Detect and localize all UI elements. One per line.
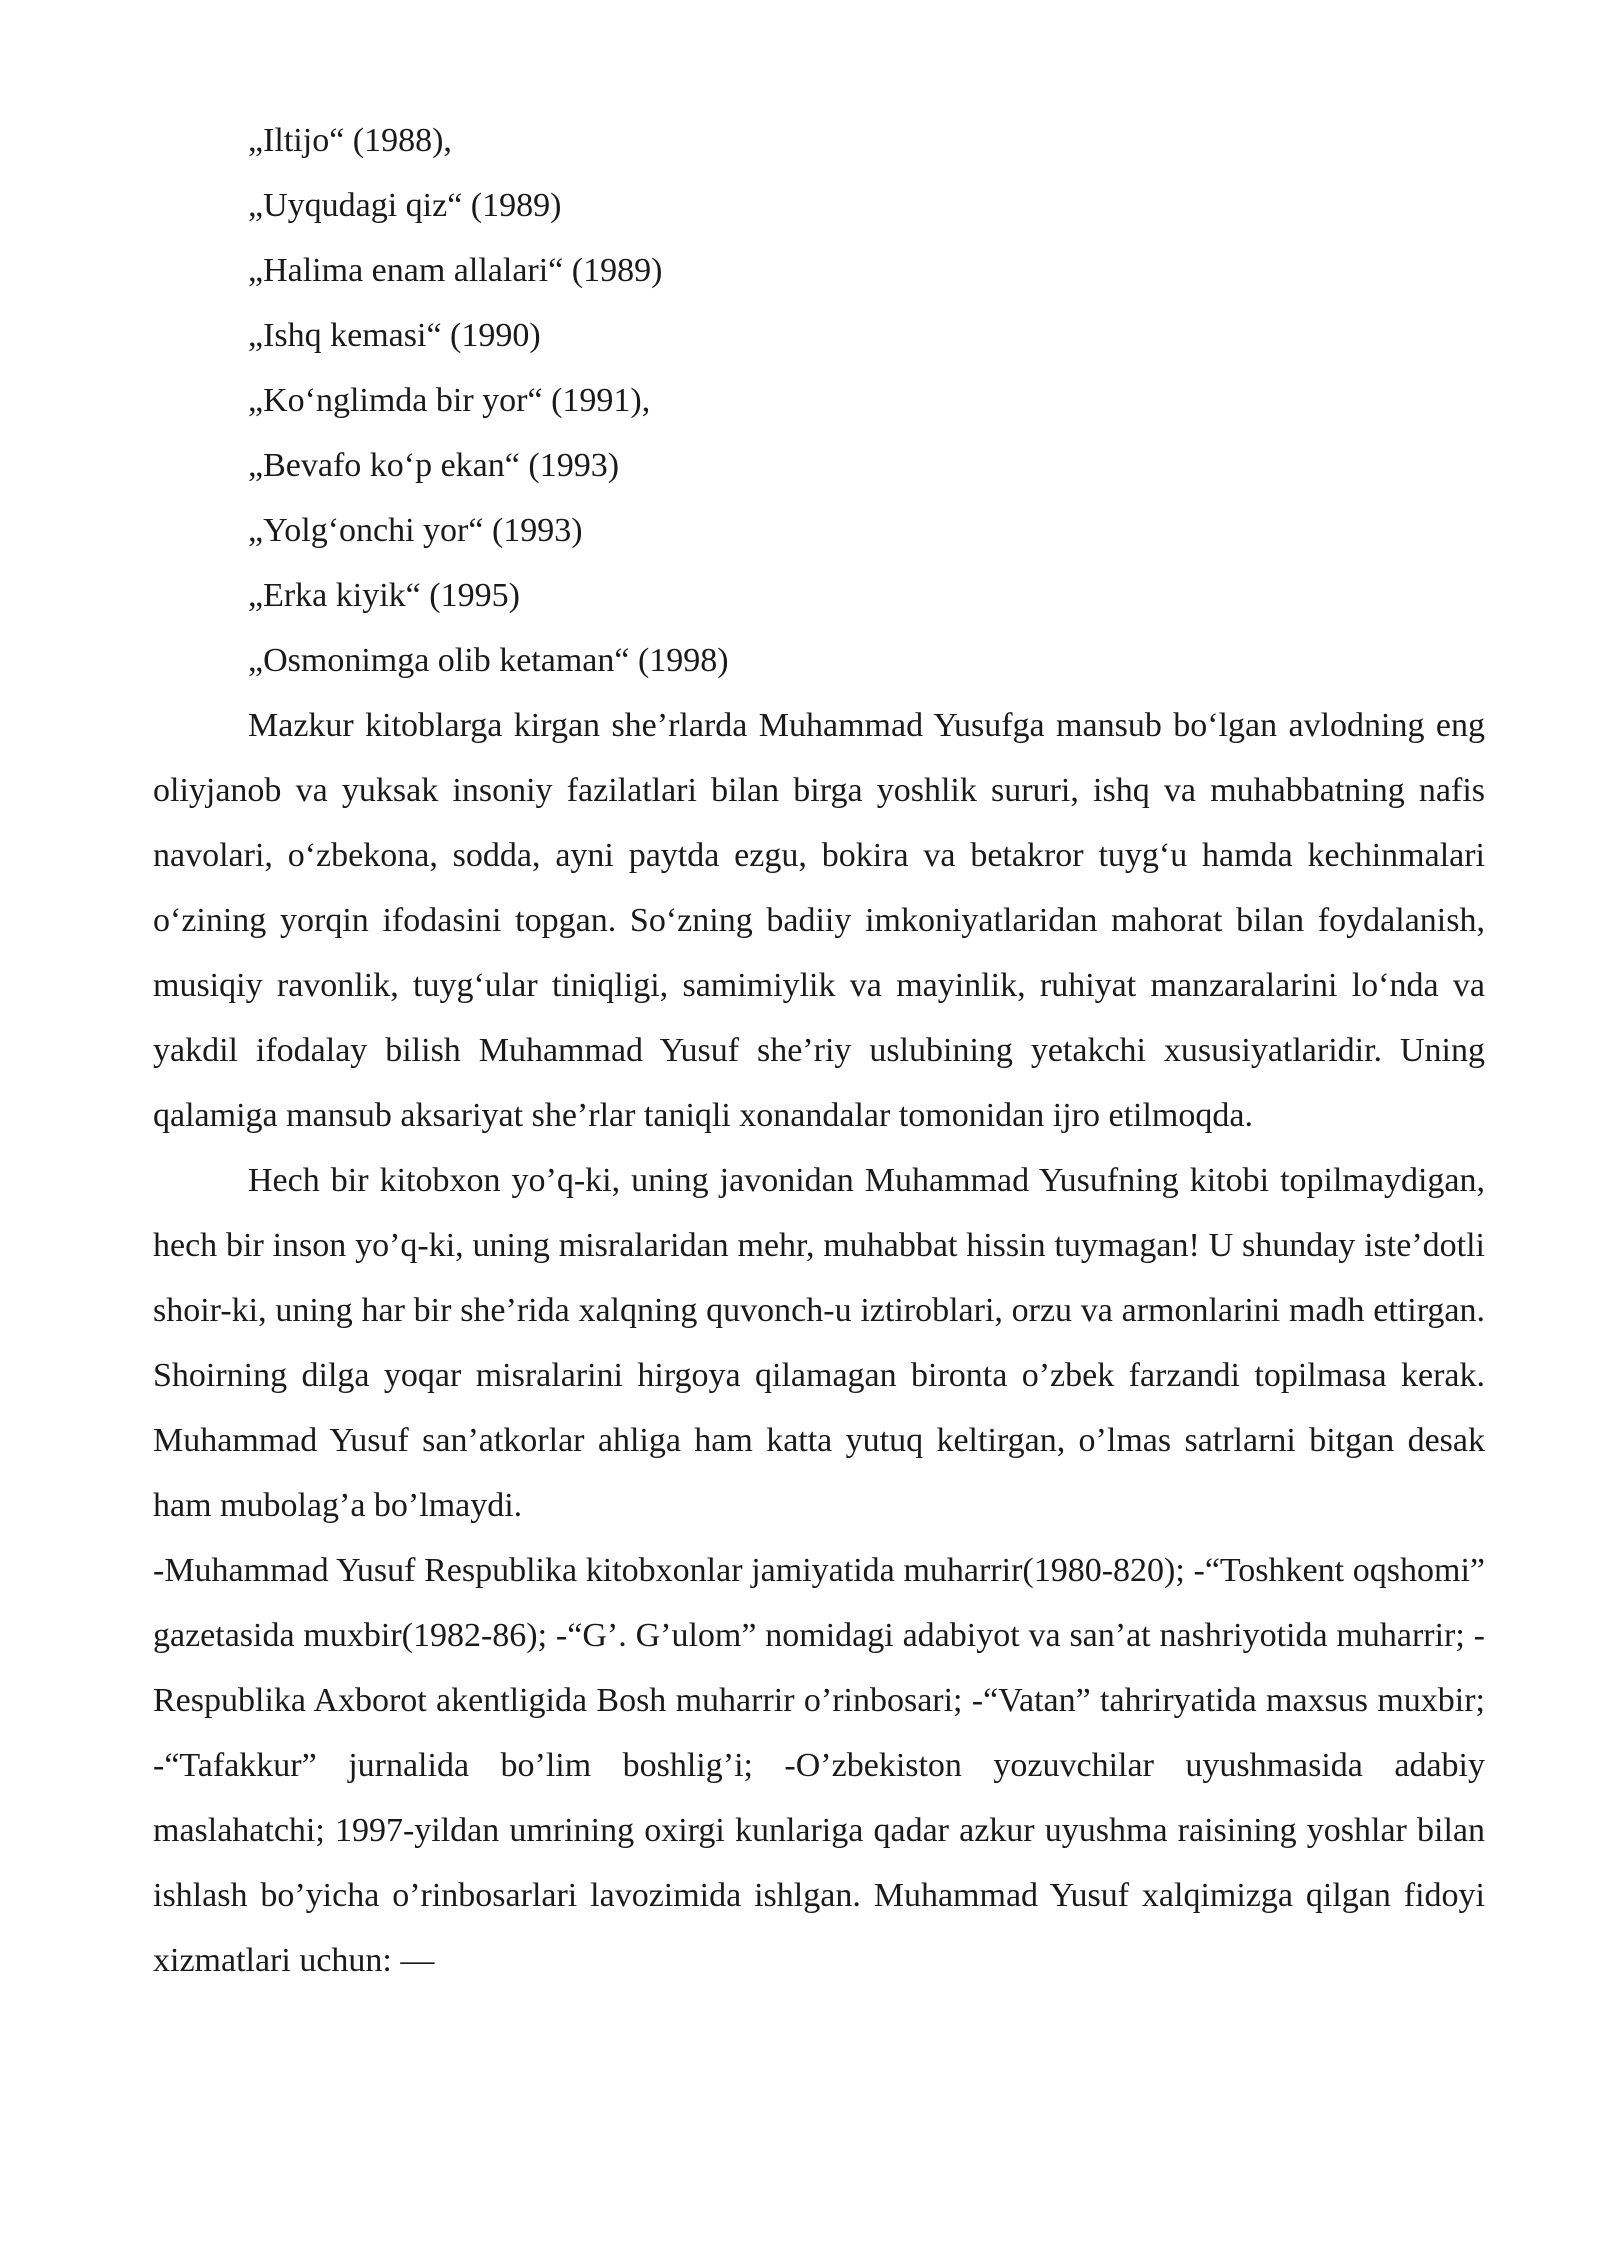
book-list-item: „Koʻnglimda bir yor“ (1991), — [248, 382, 651, 419]
book-list-item: „Erka kiyik“ (1995) — [248, 577, 520, 614]
book-list-item: „Iltijo“ (1988), — [248, 122, 452, 159]
book-list-item: „Uyqudagi qiz“ (1989) — [248, 187, 562, 224]
book-list-item: „Halima enam allalari“ (1989) — [248, 252, 663, 289]
book-list-item: „Ishq kemasi“ (1990) — [248, 317, 541, 354]
book-list — [153, 108, 1485, 693]
book-list-item: „Yolgʻonchi yor“ (1993) — [248, 512, 583, 549]
paragraph-reader-tribute: Hech bir kitobxon yo’q-ki, uning javonidan Muhammad Yusufning kitobi topilmaydigan, hech bir inson yo’q-ki, uning misralaridan mehr, muhabbat hissin tuymagan! U shunday iste’dotli shoir-ki, uning har bir she’rida xalqning quvonch-u iztiroblari, orzu va armonlarini madh ettirgan. Shoirning dilga yoqar misralarini hirgoya qilamagan bironta o’zbek farzandi topilmasa kerak. Muhammad Yusuf san’atkorlar ahliga ham katta yutuq keltirgan, o’lmas satrlarni bitgan desak ham mubolag’a bo’lmaydi. — [153, 1162, 1485, 1524]
book-list-item: „Bevafo koʻp ekan“ (1993) — [248, 447, 620, 484]
paragraph-career: -Muhammad Yusuf Respublika kitobxonlar jamiyatida muharrir(1980-820); -“Toshkent oqshomi” gazetasida muxbir(1982-86); -“G’. G’ulom” nomidagi adabiyot va san’at nashriyotida muharrir; -Respublika Axborot akentligida Bosh muharrir o’rinbosari; -“Vatan” tahriryatida maxsus muxbir; -“Tafakkur” jurnalida bo’lim boshlig’i; -O’zbekiston yozuvchilar uyushmasida adabiy maslahatchi; 1997-yildan umrining oxirgi kunlariga qadar azkur uyushma raisining yoshlar bilan ishlash bo’yicha o’rinbosarlari lavozimida ishlgan. Muhammad Yusuf xalqimizga qilgan fidoyi xizmatlari uchun: — — [153, 1552, 1485, 1979]
paragraph-poetry-style: Mazkur kitoblarga kirgan she’rlarda Muhammad Yusufga mansub boʻlgan avlodning eng oliyjanob va yuksak insoniy fazilatlari bilan birga yoshlik sururi, ishq va muhabbatning nafis navolari, oʻzbekona, sodda, ayni paytda ezgu, bokira va betakror tuygʻu hamda kechinmalari oʻzining yorqin ifodasini topgan. Soʻzning badiiy imkoniyatlaridan mahorat bilan foydalanish, musiqiy ravonlik, tuygʻular tiniqligi, samimiylik va mayinlik, ruhiyat manzaralarini loʻnda va yakdil ifodalay bilish Muhammad Yusuf she’riy uslubining yetakchi xususiyatlaridir. Uning qalamiga mansub aksariyat she’rlar taniqli xonandalar tomonidan ijro etilmoqda. — [153, 707, 1485, 1134]
book-list-item: „Osmonimga olib ketaman“ (1998) — [248, 642, 729, 679]
page-content — [153, 108, 1485, 1993]
